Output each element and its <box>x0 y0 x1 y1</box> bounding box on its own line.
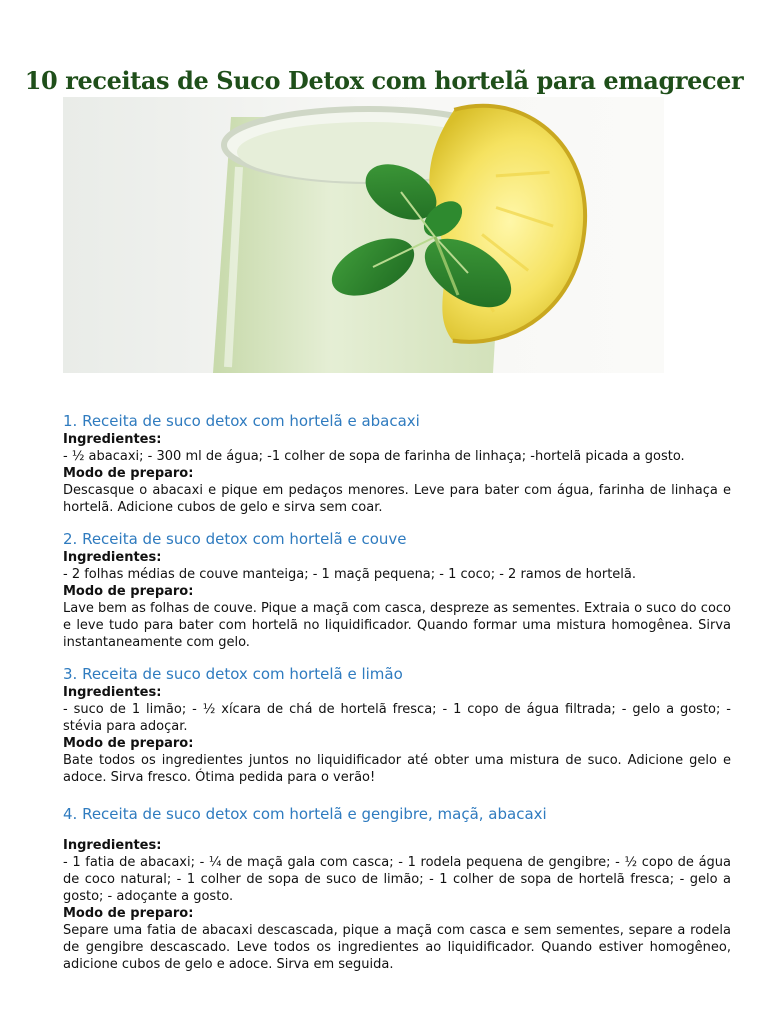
recipe-title: 4. Receita de suco detox com hortelã e gengibre, maçã, abacaxi <box>63 805 547 823</box>
preparation-label: Modo de preparo: <box>63 736 194 751</box>
ingredients-text: - 1 fatia de abacaxi; - ¼ de maçã gala com casca; - 1 rodela pequena de gengibre; - ½ copo de água de coco natural; - 1 colher de sopa de suco de limão; - 1 colher de sopa de hortelã fresca; - gelo a gosto; - adoçante a gosto. <box>63 855 731 904</box>
recipe-title: 2. Receita de suco detox com hortelã e couve <box>63 530 407 548</box>
recipe-1 <box>63 412 731 516</box>
preparation-label: Modo de preparo: <box>63 466 194 481</box>
page-title: 10 receitas de Suco Detox com hortelã para emagrecer <box>24 66 744 96</box>
recipe-list <box>63 412 731 973</box>
ingredients-label: Ingredientes: <box>63 432 162 447</box>
preparation-label: Modo de preparo: <box>63 584 194 599</box>
ingredients-label: Ingredientes: <box>63 685 162 700</box>
preparation-label: Modo de preparo: <box>63 906 194 921</box>
hero-image <box>63 97 664 373</box>
ingredients-text: - 2 folhas médias de couve manteiga; - 1 maçã pequena; - 1 coco; - 2 ramos de hortelã. <box>63 567 637 582</box>
preparation-text: Lave bem as folhas de couve. Pique a maçã com casca, despreze as sementes. Extraia o suco do coco e leve tudo para bater com hortelã no liquidificador. Quando formar uma mistura homogênea. Sirva instantaneamente com gelo. <box>63 601 731 650</box>
preparation-text: Bate todos os ingredientes juntos no liquidificador até obter uma mistura de suco. Adicione gelo e adoce. Sirva fresco. Ótima pedida para o verão! <box>63 753 731 785</box>
recipe-3 <box>63 665 731 786</box>
preparation-text: Separe uma fatia de abacaxi descascada, pique a maçã com casca e sem sementes, separe a rodela de gengibre descascado. Leve todos os ingredientes ao liquidificador. Quando estiver homogêneo, adicione cubos de gelo e adoce. Sirva em seguida. <box>63 923 731 972</box>
ingredients-label: Ingredientes: <box>63 550 162 565</box>
ingredients-label: Ingredientes: <box>63 838 162 853</box>
recipe-4 <box>63 805 731 973</box>
preparation-text: Descasque o abacaxi e pique em pedaços menores. Leve para bater com água, farinha de linhaça e hortelã. Adicione cubos de gelo e sirva sem coar. <box>63 483 731 515</box>
recipe-title: 1. Receita de suco detox com hortelã e abacaxi <box>63 412 420 430</box>
ingredients-text: - suco de 1 limão; - ½ xícara de chá de hortelã fresca; - 1 copo de água filtrada; - gelo a gosto; - stévia para adoçar. <box>63 702 731 734</box>
recipe-title: 3. Receita de suco detox com hortelã e limão <box>63 665 403 683</box>
ingredients-text: - ½ abacaxi; - 300 ml de água; -1 colher de sopa de farinha de linhaça; -hortelã picada a gosto. <box>63 449 685 464</box>
recipe-2 <box>63 530 731 651</box>
